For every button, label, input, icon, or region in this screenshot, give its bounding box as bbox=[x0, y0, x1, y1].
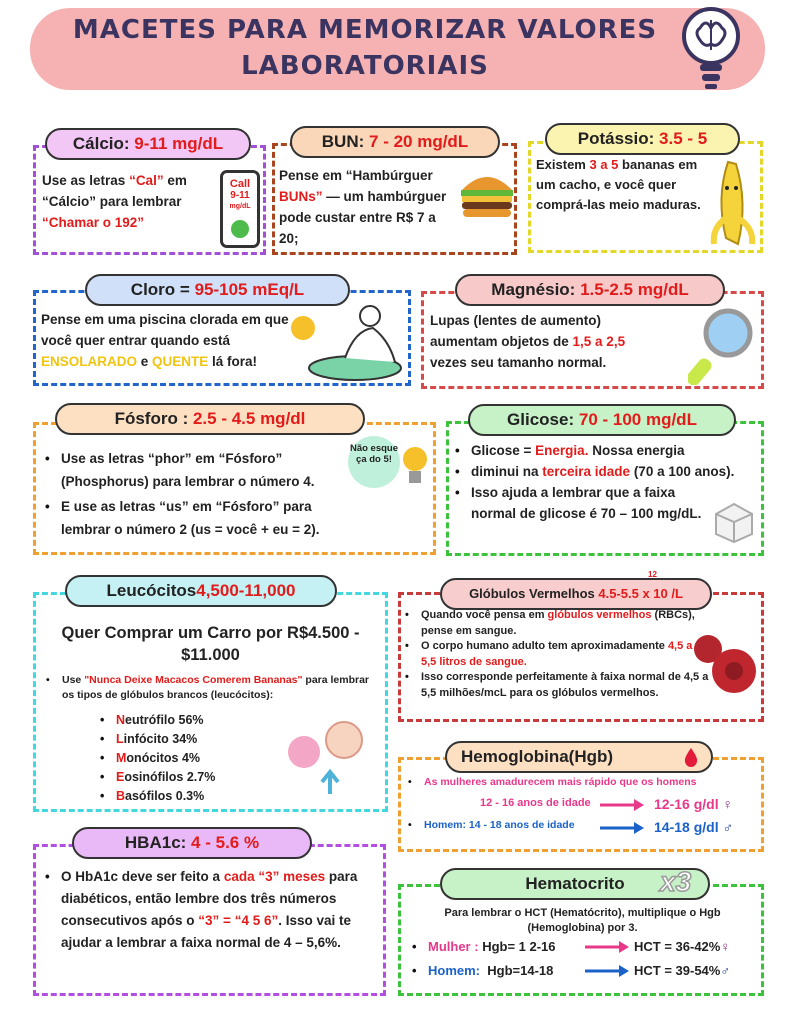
hemoglobina-header: Hemoglobina(Hgb) bbox=[445, 741, 713, 773]
list-item: • Linfócito 34% bbox=[100, 730, 280, 749]
arrow-icon bbox=[600, 821, 645, 835]
red-blood-cells-icon bbox=[688, 625, 760, 697]
cloro-text: Pense em uma piscina clorada em que você quer entrar quando está ENSOLARADO e QUENTE lá fora! bbox=[41, 312, 289, 369]
list-item: • Homem: 14 - 18 anos de idade bbox=[408, 818, 608, 833]
list-item: • Quando você pensa em glóbulos vermelhos (RBCs), pense em sangue. bbox=[405, 608, 710, 639]
list-item: • Mulher : Hgb= 1 2-16 bbox=[412, 935, 762, 959]
list-item: • Isso ajuda a lembrar que a faixa normal de glicose é 70 – 100 mg/dL. bbox=[455, 482, 720, 524]
hemoglobina-list bbox=[408, 775, 758, 790]
hematocrito-header: Hematocrito bbox=[440, 868, 710, 900]
potassio-text: Existem 3 a 5 bananas em um cacho, e você quer comprá-las meio maduras. bbox=[536, 157, 701, 212]
list-item: • Monócitos 4% bbox=[100, 749, 280, 768]
call-icon bbox=[231, 220, 249, 238]
magnifier-icon bbox=[688, 305, 756, 385]
times-three-icon: x3 bbox=[660, 866, 692, 897]
white-blood-cells-icon bbox=[282, 712, 374, 804]
list-item: • O HbA1c deve ser feito a cada “3” meses para diabéticos, então lembre dos três números consecutivos após o “3” = “4 5 6”. Isso vai te ajudar a lembrar a faixa normal de 4 – 5,6%. bbox=[45, 866, 375, 954]
potassio-header: Potássio: 3.5 - 5 bbox=[545, 123, 740, 155]
hamburger-icon bbox=[458, 170, 516, 220]
lightbulb-icon bbox=[400, 444, 430, 488]
leucocitos-list bbox=[100, 711, 280, 806]
hba1c-header: HBA1c: 4 - 5.6 % bbox=[72, 827, 312, 859]
arrow-icon bbox=[585, 964, 630, 978]
magnesio-header: Magnésio: 1.5-2.5 mg/dL bbox=[455, 274, 725, 306]
male-hct: HCT = 39-54%♂ bbox=[634, 963, 731, 978]
arrow-icon bbox=[600, 798, 645, 812]
list-item: • As mulheres amadurecem mais rápido que os homens bbox=[408, 775, 758, 790]
brain-lightbulb-icon bbox=[680, 6, 742, 92]
bun-text: Pense em “Hambúrguer BUNs” — um hambúrguer pode custar entre R$ 7 a 20; bbox=[279, 168, 447, 246]
female-age: 12 - 16 anos de idade bbox=[480, 797, 591, 809]
banana-icon bbox=[708, 158, 760, 250]
blood-drop-icon bbox=[683, 747, 699, 767]
calcio-header: Cálcio: 9-11 mg/dL bbox=[45, 128, 251, 160]
page-title: MACETES PARA MEMORIZAR VALORES LABORATORIAIS bbox=[72, 15, 658, 81]
list-item: • Use as letras “phor” em “Fósforo” (Phosphorus) para lembrar o número 4. bbox=[45, 447, 355, 493]
glicose-list bbox=[455, 440, 745, 524]
list-item: • Homem: Hgb=14-18 bbox=[412, 959, 762, 983]
leucocitos-header: Leucócitos4,500-11,000 bbox=[65, 575, 337, 607]
list-item: • Neutrófilo 56% bbox=[100, 711, 280, 730]
cloro-header: Cloro = 95-105 mEq/L bbox=[85, 274, 350, 306]
leucocitos-headline: Quer Comprar um Carro por R$4.500 - $11.000 bbox=[61, 624, 360, 664]
list-item: • O corpo humano adulto tem aproximadamente 4,5 a 5,5 litros de sangue. bbox=[405, 639, 710, 670]
list-item: • Glicose = Energia. Nossa energia bbox=[455, 440, 745, 461]
fosforo-list bbox=[45, 447, 355, 541]
calcio-text: Use as letras “Cal” em “Cálcio” para lembrar “Chamar o 192” bbox=[42, 173, 187, 230]
magnesio-text: Lupas (lentes de aumento) aumentam objetos de 1,5 a 2,5 vezes seu tamanho normal. bbox=[430, 313, 626, 370]
list-item: • Eosinófilos 2.7% bbox=[100, 768, 280, 787]
globulos-list bbox=[405, 608, 710, 701]
phone-icon: Call 9-11 mg/dL bbox=[220, 170, 260, 248]
male-value: 14-18 g/dl ♂ bbox=[654, 819, 733, 835]
bun-header: BUN: 7 - 20 mg/dL bbox=[290, 126, 500, 158]
list-item: • diminui na terceira idade (70 a 100 anos). bbox=[455, 461, 745, 482]
female-icon: ♀ bbox=[720, 939, 731, 954]
list-item: • Basófilos 0.3% bbox=[100, 787, 280, 806]
male-icon: ♂ bbox=[722, 819, 733, 835]
pool-person-icon bbox=[285, 300, 407, 382]
sugar-cube-icon bbox=[712, 500, 756, 544]
hba1c-list bbox=[45, 866, 375, 954]
list-item: • Use "Nunca Deixe Macacos Comerem Bananas" para lembrar os tipos de glóbulos brancos (leucócitos): bbox=[46, 673, 376, 703]
fosforo-header: Fósforo : 2.5 - 4.5 mg/dl bbox=[55, 403, 365, 435]
male-icon: ♂ bbox=[720, 963, 731, 978]
female-value: 12-16 g/dl ♀ bbox=[654, 796, 733, 812]
globulos-header: Glóbulos Vermelhos 4.5-5.5 x 10 /L 12 bbox=[440, 578, 712, 610]
arrow-icon bbox=[585, 940, 630, 954]
reminder-bubble: Não esque ça do 5! bbox=[348, 436, 400, 488]
female-hct: HCT = 36-42%♀ bbox=[634, 939, 731, 954]
male-row bbox=[408, 818, 608, 833]
hematocrito-intro: Para lembrar o HCT (Hematócrito), multiplique o Hgb (Hemoglobina) por 3. bbox=[444, 907, 721, 934]
female-icon: ♀ bbox=[722, 796, 733, 812]
glicose-header: Glicose: 70 - 100 mg/dL bbox=[468, 404, 736, 436]
leucocitos-intro bbox=[46, 673, 376, 703]
list-item: • Isso corresponde perfeitamente à faixa normal de 4,5 a 5,5 milhões/mcL para os glóbulos vermelhos. bbox=[405, 670, 710, 701]
list-item: • E use as letras “us” em “Fósforo” para lembrar o número 2 (us = você + eu = 2). bbox=[45, 495, 355, 541]
